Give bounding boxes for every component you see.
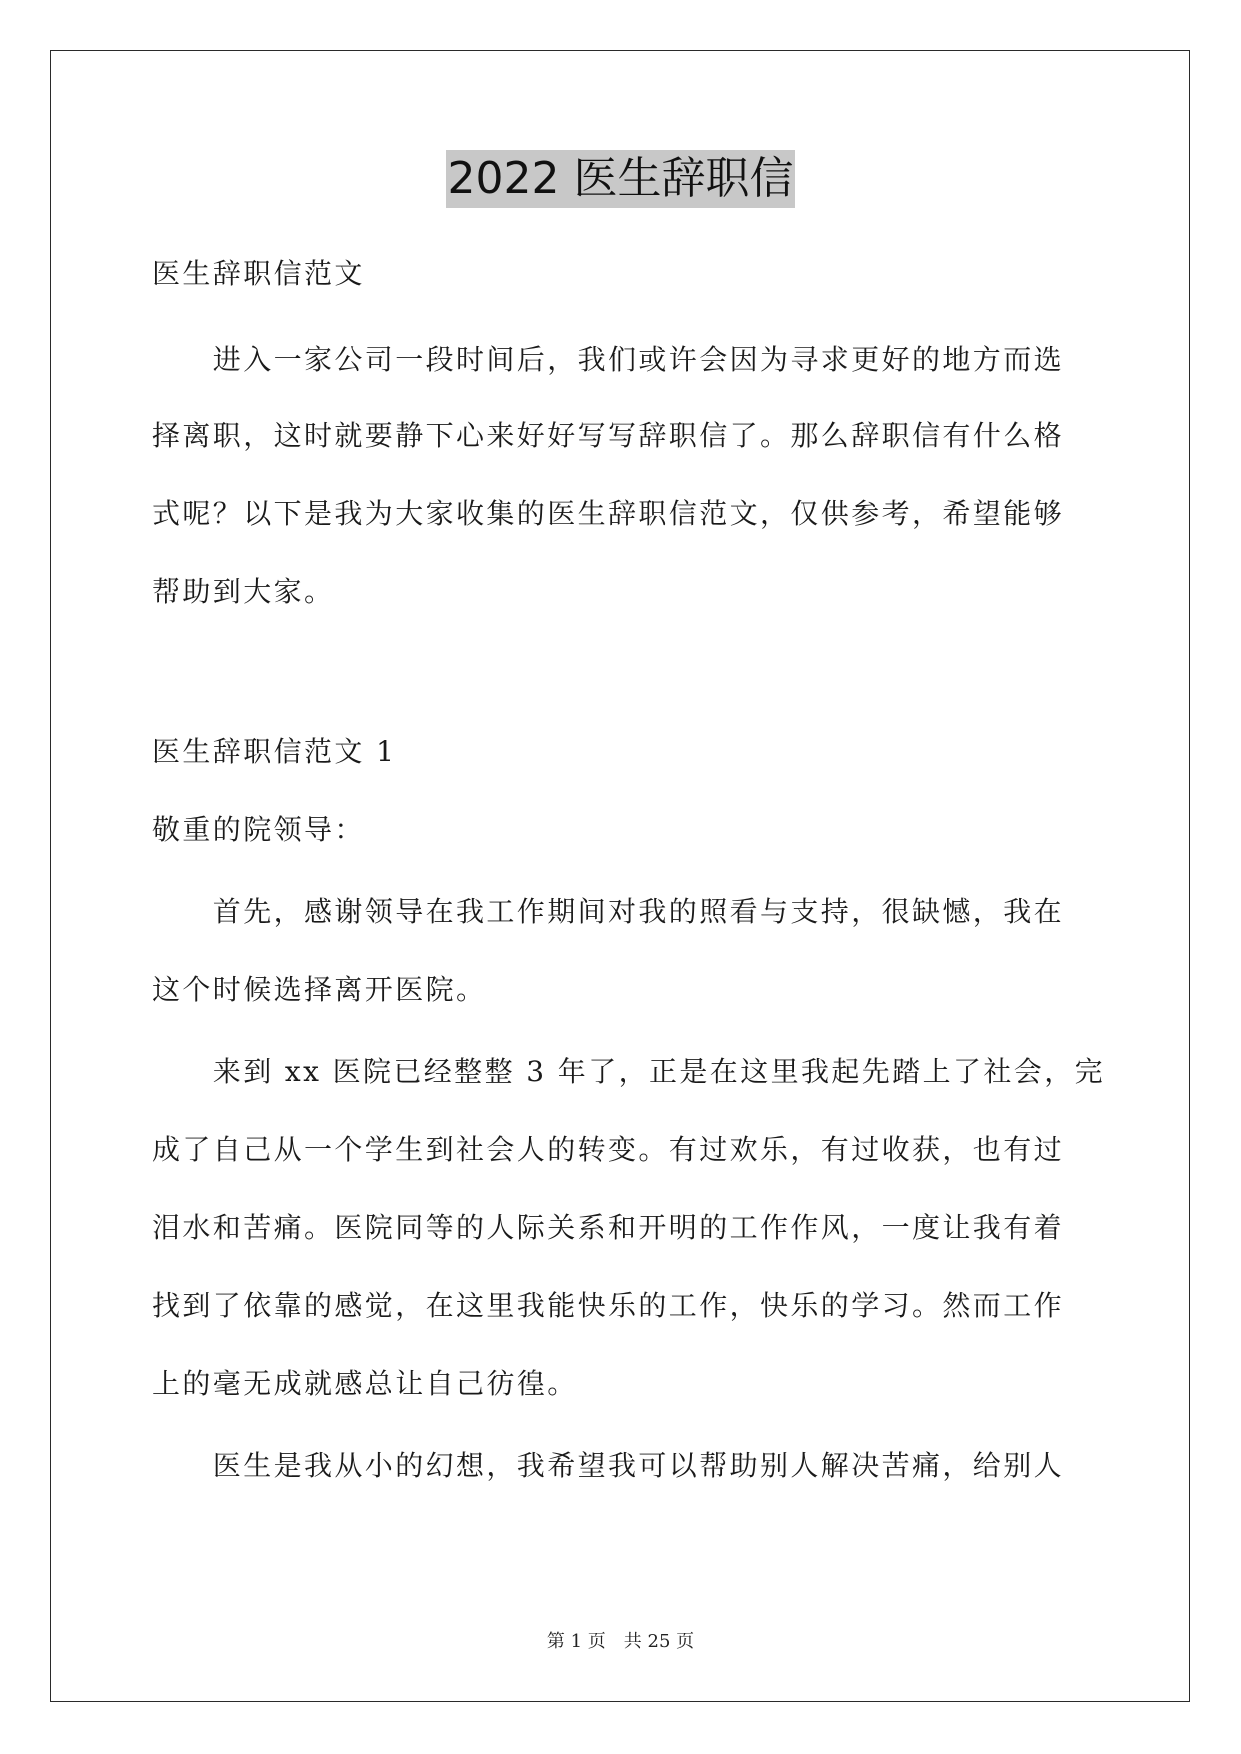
paragraph-line: 成了自己从一个学生到社会人的转变。有过欢乐，有过收获，也有过 [152,1133,1065,1166]
paragraph-line: 上的毫无成就感总让自己彷徨。 [152,1367,578,1400]
page-number: 第 1 页 [546,1631,606,1652]
paragraph-line: 泪水和苦痛。医院同等的人际关系和开明的工作作风，一度让我有着 [152,1211,1065,1244]
paragraph-line: 式呢？以下是我为大家收集的医生辞职信范文，仅供参考，希望能够 [152,497,1065,530]
page-total: 共 25 页 [623,1631,695,1652]
paragraph-line: 帮助到大家。 [152,575,335,608]
paragraph-line: 医生是我从小的幻想，我希望我可以帮助别人解决苦痛，给别人 [152,1449,1065,1482]
title-container [0,150,1241,208]
section-heading: 医生辞职信范文 1 [152,735,397,768]
page-footer [0,1630,1241,1654]
paragraph-line: 来到 xx 医院已经整整 3 年了，正是在这里我起先踏上了社会，完 [152,1055,1106,1088]
document-title: 2022 医生辞职信 [446,150,796,208]
paragraph-line: 首先，感谢领导在我工作期间对我的照看与支持，很缺憾，我在 [152,895,1065,928]
paragraph-line: 找到了依靠的感觉，在这里我能快乐的工作，快乐的学习。然而工作 [152,1289,1065,1322]
paragraph-line: 进入一家公司一段时间后，我们或许会因为寻求更好的地方而选 [152,343,1065,376]
section-heading: 医生辞职信范文 [152,257,365,290]
paragraph-line: 这个时候选择离开医院。 [152,973,487,1006]
paragraph-line: 择离职，这时就要静下心来好好写写辞职信了。那么辞职信有什么格 [152,419,1065,452]
salutation: 敬重的院领导： [152,813,365,846]
